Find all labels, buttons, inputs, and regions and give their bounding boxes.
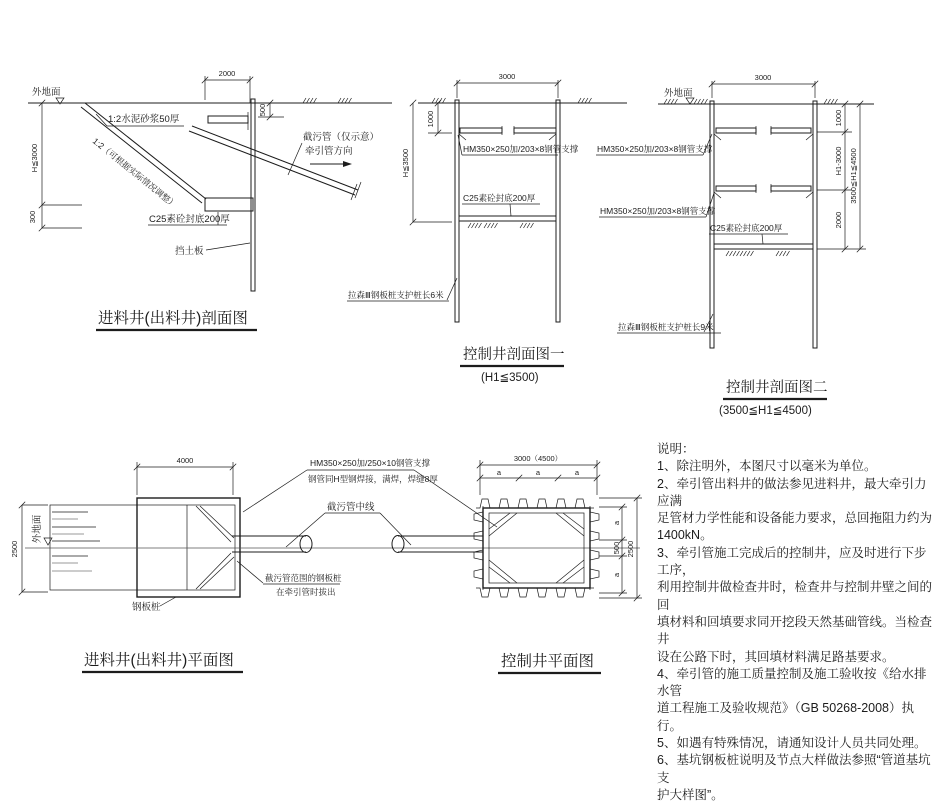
dim-1000: 1000 [426,110,435,128]
dim-total-depth: 3500≦H1≦4500 [849,148,858,204]
control-plan-caption: 控制井平面图 [501,653,595,670]
pullout-note-line1: 截污管范围的钢板桩 [265,573,342,583]
dim-3000: 3000 [754,73,772,82]
pull-direction-label: 牵引管方向 [305,146,353,157]
dim-2500: 2500 [10,540,19,558]
inlet-section-caption: 进料井(出料井)剖面图 [98,310,248,327]
seal-label: C25素砼封底200厚 [710,223,783,233]
dim-a1: a [496,468,502,477]
strut-label: HM350×250加/250×10钢管支撑 [310,458,431,468]
note-line: 4、牵引管的施工质量控制及施工验收按《给水排水管 [657,666,927,699]
dim-a-right1: a [612,520,621,526]
ground-label: 外地面 [664,88,693,99]
pipe-centerline-label: 截污管中线 [327,502,375,513]
note-line: 3、牵引管施工完成后的控制井，应及时进行下步工序， [657,545,927,578]
note-line: 5、如遇有特殊情况，请通知设计人员共同处理。 [657,736,927,751]
dim-2500: 2500 [626,540,635,558]
control-well-section-1 [347,72,627,384]
strut-label-2: HM350×250加/203×8钢管支撑 [600,206,716,216]
inlet-outlet-well-plan [10,456,640,672]
seal-label: C25素砼封底200厚 [149,214,230,225]
control-section1-caption: 控制井剖面图一 [463,347,565,363]
note-line: 1400kN。 [657,528,713,543]
ground-label: 外地面 [32,514,43,544]
dim-a3: a [574,468,580,477]
dim-h1-3000: H1-3000 [834,146,843,176]
inlet-plan-caption: 进料井(出料井)平面图 [84,652,234,669]
strut-label: HM350×250加/203×8钢管支撑 [463,144,579,154]
control-section1-subcaption: (H1≦3500) [481,372,539,384]
notes-title: 说明： [657,442,695,456]
note-line: 填材料和回填要求同开挖段天然基础管线。当检查井 [657,614,933,647]
dim-300: 300 [28,210,37,224]
dim-2000: 2000 [834,211,843,229]
dim-depth: H≦3500 [401,148,410,178]
pullout-note-line2: 在牵引管时拔出 [276,587,336,597]
sheet-pile-label: 拉森Ⅲ钢板桩支护桩长9米 [618,322,714,332]
sewage-pipe-label: 截污管（仅示意） [303,132,380,143]
dim-4000: 4000 [176,456,194,465]
notes-panel [657,441,933,804]
dim-500: 500 [258,103,267,117]
sheet-pile-label: 钢板桩 [132,602,161,613]
note-line: 1、除注明外，本图尺寸以毫米为单位。 [657,459,877,474]
strut-label-1: HM350×250加/203×8钢管支撑 [597,144,713,154]
ground-level-marker-icon [44,538,52,545]
dim-2000: 2000 [218,69,236,78]
retaining-board-label: 挡土板 [175,246,204,257]
dim-3000: 3000 [498,72,516,81]
ground-label: 外地面 [32,87,61,98]
seal-label: C25素砼封底200厚 [463,193,536,203]
note-line: 2、牵引管出料井的做法参见进料井，最大牵引力应满 [657,476,927,508]
dim-1000: 1000 [834,109,843,127]
dim-3000-4500: 3000（4500） [513,454,563,463]
note-line: 6、基坑钢板桩说明及节点大样做法参照“管道基坑支 [657,753,931,785]
note-line: 道工程施工及验收规范》（GB 50268-2008）执行。 [657,701,915,733]
sheet-pile-label: 拉森Ⅲ钢板桩支护桩长6米 [348,290,444,300]
mortar-label: 1:2水泥砂浆50厚 [108,114,180,125]
inlet-outlet-well-section [28,69,392,330]
dim-500: 500 [612,541,621,555]
note-line: 护大样图”。 [657,787,724,802]
control-section2-caption: 控制井剖面图二 [726,380,828,396]
slope-note-label: 1:2（可根据实际情况调整） [90,135,179,210]
control-well-section-2 [596,73,874,417]
direction-arrow-icon [343,161,352,167]
control-section2-subcaption: (3500≦H1≦4500) [719,405,812,417]
weld-note-label: 钢管同H型钢焊接，满焊，焊缝8厚 [308,474,438,484]
control-well-plan [474,454,642,673]
note-line: 足管材力学性能和设备能力要求，总回拖阻力约为 [657,511,933,526]
dim-depth: H≦3000 [30,143,39,173]
note-line: 设在公路下时，其回填材料满足路基要求。 [657,649,895,664]
dim-a-right2: a [612,572,621,578]
dim-a2: a [535,468,541,477]
note-line: 利用控制井做检查井时，检查井与控制井壁之间的回 [657,580,933,612]
